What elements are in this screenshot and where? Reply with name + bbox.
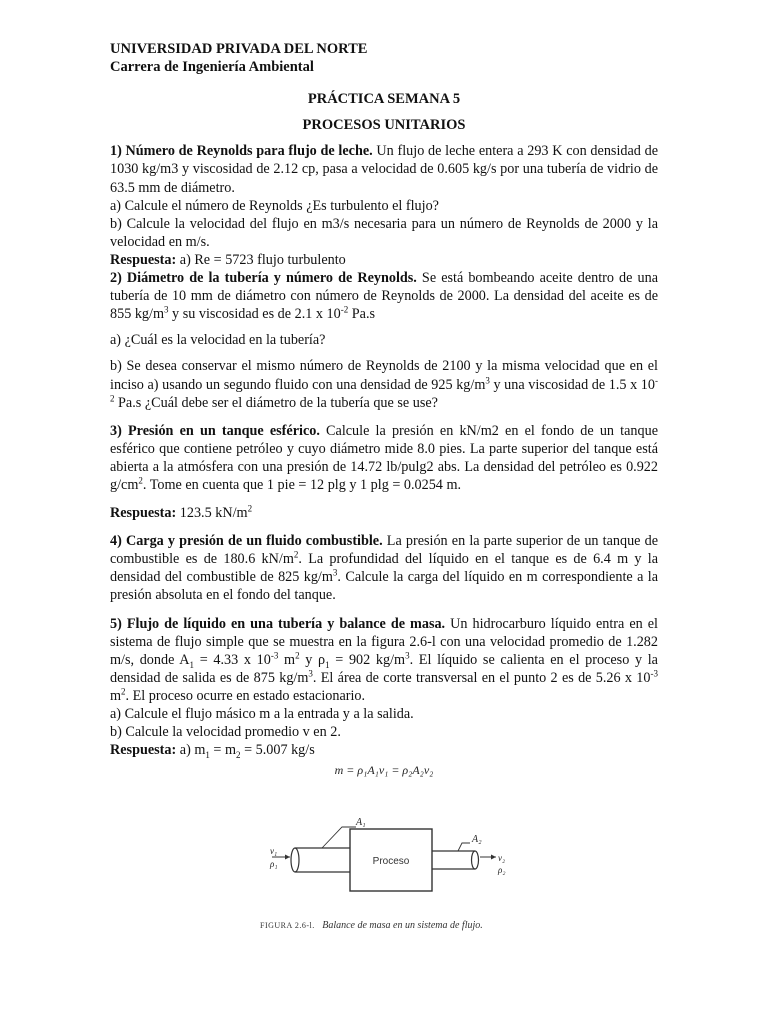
question-text: b) Se desea conservar el mismo número de Reynolds de 2100 y la misma velocidad que en el inciso a) usando un segundo fluido con una densidad de 925 kg/m [110,358,658,393]
superscript: 3 [308,668,313,679]
rho2-label: ρ₂ [498,865,506,876]
problem-2-text: y su viscosidad es de 2.1 x 10 [168,306,341,323]
subscript: 2 [236,750,241,761]
answer-text: = 5.007 kg/s [240,742,315,759]
subscript: 1 [189,659,195,670]
answer-text: a) Re = 5723 flujo turbulento [176,251,346,268]
problem-5-question-a: a) Calcule el flujo másico m a la entrada y a la salida. [110,706,414,722]
inlet-opening [291,848,299,872]
problem-5 [110,615,658,705]
superscript: 3 [485,374,490,385]
superscript: 2 [247,503,253,514]
answer-text: a) m [176,742,206,759]
problem-5-question-b: b) Calcule la velocidad promedio v en 2. [110,724,341,741]
course-title: PROCESOS UNITARIOS [302,117,466,134]
problem-1-text: Un flujo de leche entera a 293 K con densidad de 1030 kg/m3 y viscosidad de 2.12 cp, pasa a velocidad de 0.605 kg/s por una tubería de vidrio de 63.5 mm de diámetro. [110,143,658,196]
superscript: 2 [293,549,299,560]
superscript: -2 [110,374,658,403]
caption-text: Balance de masa en un sistema de flujo. [322,920,483,932]
inlet-pipe [295,848,350,872]
subscript: 1 [325,659,330,670]
answer-label: Respuesta: [110,742,177,759]
caption-prefix: FIGURA 2.6-l. [260,921,315,931]
answer-label: Respuesta: [110,251,177,268]
superscript: 2 [138,475,143,486]
superscript: 3 [164,304,169,315]
problem-1-question-b: b) Calcule la velocidad del flujo en m3/s necesaria para un número de Reynolds de 2000 y la velocidad en m/s. [110,215,658,250]
question-text: y una viscosidad de 1.5 x 10 [489,376,655,393]
answer-text: 123.5 kN/m [176,505,248,522]
problem-5-heading: 5) Flujo de líquido en una tubería y balance de masa. [110,615,446,632]
problem-5-text: = 902 kg/m [329,651,406,668]
rho1-label: ρ₁ [270,859,278,870]
problem-3 [110,422,658,494]
problem-3-text: Calcule la presión en kN/m2 en el fondo de un tanque esférico que contiene petróleo y cuyo diámetro mide 8.0 pies. La parte superior del tanque está abierta a la atmósfera con una presión de 14.72 lb/pulg2 abs. La densidad del petróleo es 0.922 g/cm [110,422,659,493]
problem-2-question-a: a) ¿Cuál es la velocidad en la tubería? [110,332,326,349]
inlet-arrowhead [285,855,290,860]
problem-5-text: Un hidrocarburo líquido entra en el sistema de flujo simple que se muestra en la figura 2.6-l con una velocidad promedio de 1.282 m/s, donde A [110,615,658,668]
problem-2 [110,269,658,323]
problem-5-answer [110,741,658,759]
document-page [110,40,658,934]
process-label: Proceso [372,856,410,868]
problem-2-text: Pa.s [348,306,376,323]
practice-title: PRÁCTICA SEMANA 5 [307,91,461,108]
superscript: -2 [340,304,349,315]
problem-5-text: . El líquido se calienta en el proceso y la densidad de salida es de 875 kg/m [110,651,658,686]
problem-4-text: La presión en la parte superior de un tanque de combustible es de 180.6 kN/m [110,533,658,568]
problem-3-heading: 3) Presión en un tanque esférico. [110,422,320,439]
problem-1 [110,142,658,196]
answer-label: Respuesta: [110,505,177,522]
superscript: -3 [270,649,279,660]
problem-4-heading: 4) Carga y presión de un fluido combustible. [110,533,383,550]
problem-5-text: = 4.33 x 10 [194,651,271,668]
subscript: 1 [205,750,210,761]
superscript: 2 [121,686,126,697]
flow-diagram [110,799,658,917]
question-text: Pa.s ¿Cuál debe ser el diámetro de la tubería que se use? [114,394,438,411]
superscript: 3 [332,567,338,578]
problem-5-text: m [110,687,122,704]
problem-4 [110,532,658,604]
figure-caption [260,917,483,935]
problem-2-text: Se está bombeando aceite dentro de una tubería de 10 mm de diámetro con número de Reynolds de 2000. La densidad del aceite es de 855 kg/m [110,270,658,323]
problem-1-question-a: a) Calcule el número de Reynolds ¿Es turbulento el flujo? [110,197,439,214]
problem-1-heading: 1) Número de Reynolds para flujo de leche. [110,143,373,160]
mass-balance-equation: m = ρ₁A₁v₁ = ρ₂A₂v₂ [334,763,434,778]
v2-label: v₂ [498,853,506,864]
problem-1-answer [110,251,658,269]
superscript: 2 [295,649,300,660]
flow-system-figure [110,799,658,934]
problem-5-text: m [278,651,296,668]
outlet-opening [472,851,479,869]
a2-label: A₂ [472,834,482,846]
problem-2-question-b [110,357,658,411]
problem-5-text: . El proceso ocurre en estado estacionario. [125,687,366,704]
outlet-arrowhead [491,855,496,860]
superscript: 3 [405,649,410,660]
university-name: UNIVERSIDAD PRIVADA DEL NORTE [110,41,368,57]
v1-label: v₁ [270,846,278,857]
problem-4-text: . Calcule la carga del líquido en m correspondiente a la presión absoluta en el fondo del tanque. [110,569,659,604]
outlet-pipe [432,851,475,869]
a2-leader [458,843,470,851]
career-name: Carrera de Ingeniería Ambiental [110,59,314,76]
problem-4-text: . La profundidad del líquido en el tanque es de 6.4 m y la densidad del combustible de 825 kg/m [110,551,658,586]
problem-3-answer [110,504,658,522]
problem-3-text: . Tome en cuenta que 1 pie = 12 plg y 1 plg = 0.0254 m. [142,476,462,493]
problem-5-text: y ρ [299,651,326,668]
a1-label: A₁ [356,817,366,829]
problem-2-heading: 2) Diámetro de la tubería y número de Reynolds. [110,270,417,287]
answer-text: = m [209,742,237,759]
problem-5-text: . El área de corte transversal en el punto 2 es de 5.26 x 10 [312,669,651,686]
superscript: -3 [650,668,658,679]
